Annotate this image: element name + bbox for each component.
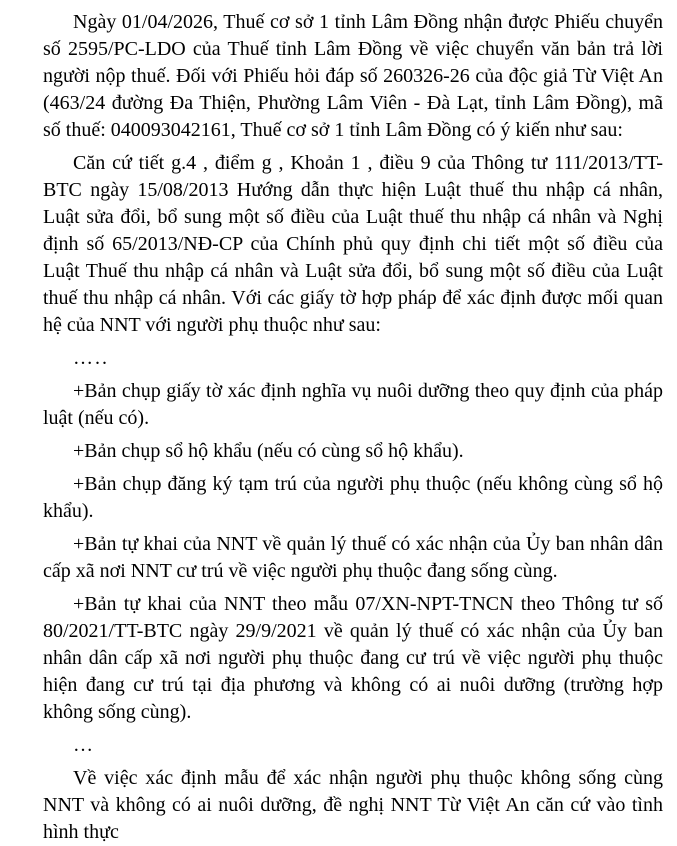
- paragraph-opening-notice: Ngày 01/04/2026, Thuế cơ sở 1 tỉnh Lâm Đồng nhận được Phiếu chuyển số 2595/PC-LDO của Thuế tỉnh Lâm Đồng về việc chuyển văn bản trả lời người nộp thuế. Đối với Phiếu hỏi đáp số 260326-26 của độc giả Từ Việt An (463/24 đường Đa Thiện, Phường Lâm Viên - Đà Lạt, tỉnh Lâm Đồng), mã số thuế: 040093042161, Thuế cơ sở 1 tỉnh Lâm Đồng có ý kiến như sau:: [43, 11, 663, 141]
- list-item-self-declaration-living-together: +Bản tự khai của NNT về quản lý thuế có xác nhận của Ủy ban nhân dân cấp xã nơi NNT cư trú về việc người phụ thuộc đang sống cùng.: [43, 533, 663, 582]
- list-item-household-book: +Bản chụp sổ hộ khẩu (nếu có cùng sổ hộ khẩu).: [73, 440, 464, 462]
- paragraph-conclusion: Về việc xác định mẫu để xác nhận người phụ thuộc không sống cùng NNT và không có ai nuôi dưỡng, đề nghị NNT Từ Việt An căn cứ vào tình hình thực: [43, 767, 663, 843]
- ellipsis-line-2: …: [73, 734, 95, 756]
- paragraph-legal-basis: Căn cứ tiết g.4 , điểm g , Khoản 1 , điều 9 của Thông tư 111/2013/TT-BTC ngày 15/08/2013 Hướng dẫn thực hiện Luật thuế thu nhập cá nhân, Luật sửa đổi, bổ sung một số điều của Luật thuế thu nhập cá nhân và Nghị định số 65/2013/NĐ-CP của Chính phủ quy định chi tiết một số điều của Luật Thuế thu nhập cá nhân và Luật sửa đổi, bổ sung một số điều của Luật thuế thu nhập cá nhân. Với các giấy tờ hợp pháp để xác định được mối quan hệ của NNT với người phụ thuộc như sau:: [43, 152, 663, 336]
- list-item-self-declaration-form-07: +Bản tự khai của NNT theo mẫu 07/XN-NPT-TNCN theo Thông tư số 80/2021/TT-BTC ngày 29/9/2021 về quản lý thuế có xác nhận của Ủy ban nhân dân cấp xã nơi người phụ thuộc đang cư trú về việc người phụ thuộc hiện đang cư trú tại địa phương và không có ai nuôi dưỡng (trường hợp không sống cùng).: [43, 593, 663, 723]
- list-item-proof-of-obligation: +Bản chụp giấy tờ xác định nghĩa vụ nuôi dưỡng theo quy định của pháp luật (nếu có).: [43, 380, 663, 429]
- list-item-temporary-residence: +Bản chụp đăng ký tạm trú của người phụ thuộc (nếu không cùng sổ hộ khẩu).: [43, 473, 663, 522]
- ellipsis-line-1: …..: [73, 347, 109, 369]
